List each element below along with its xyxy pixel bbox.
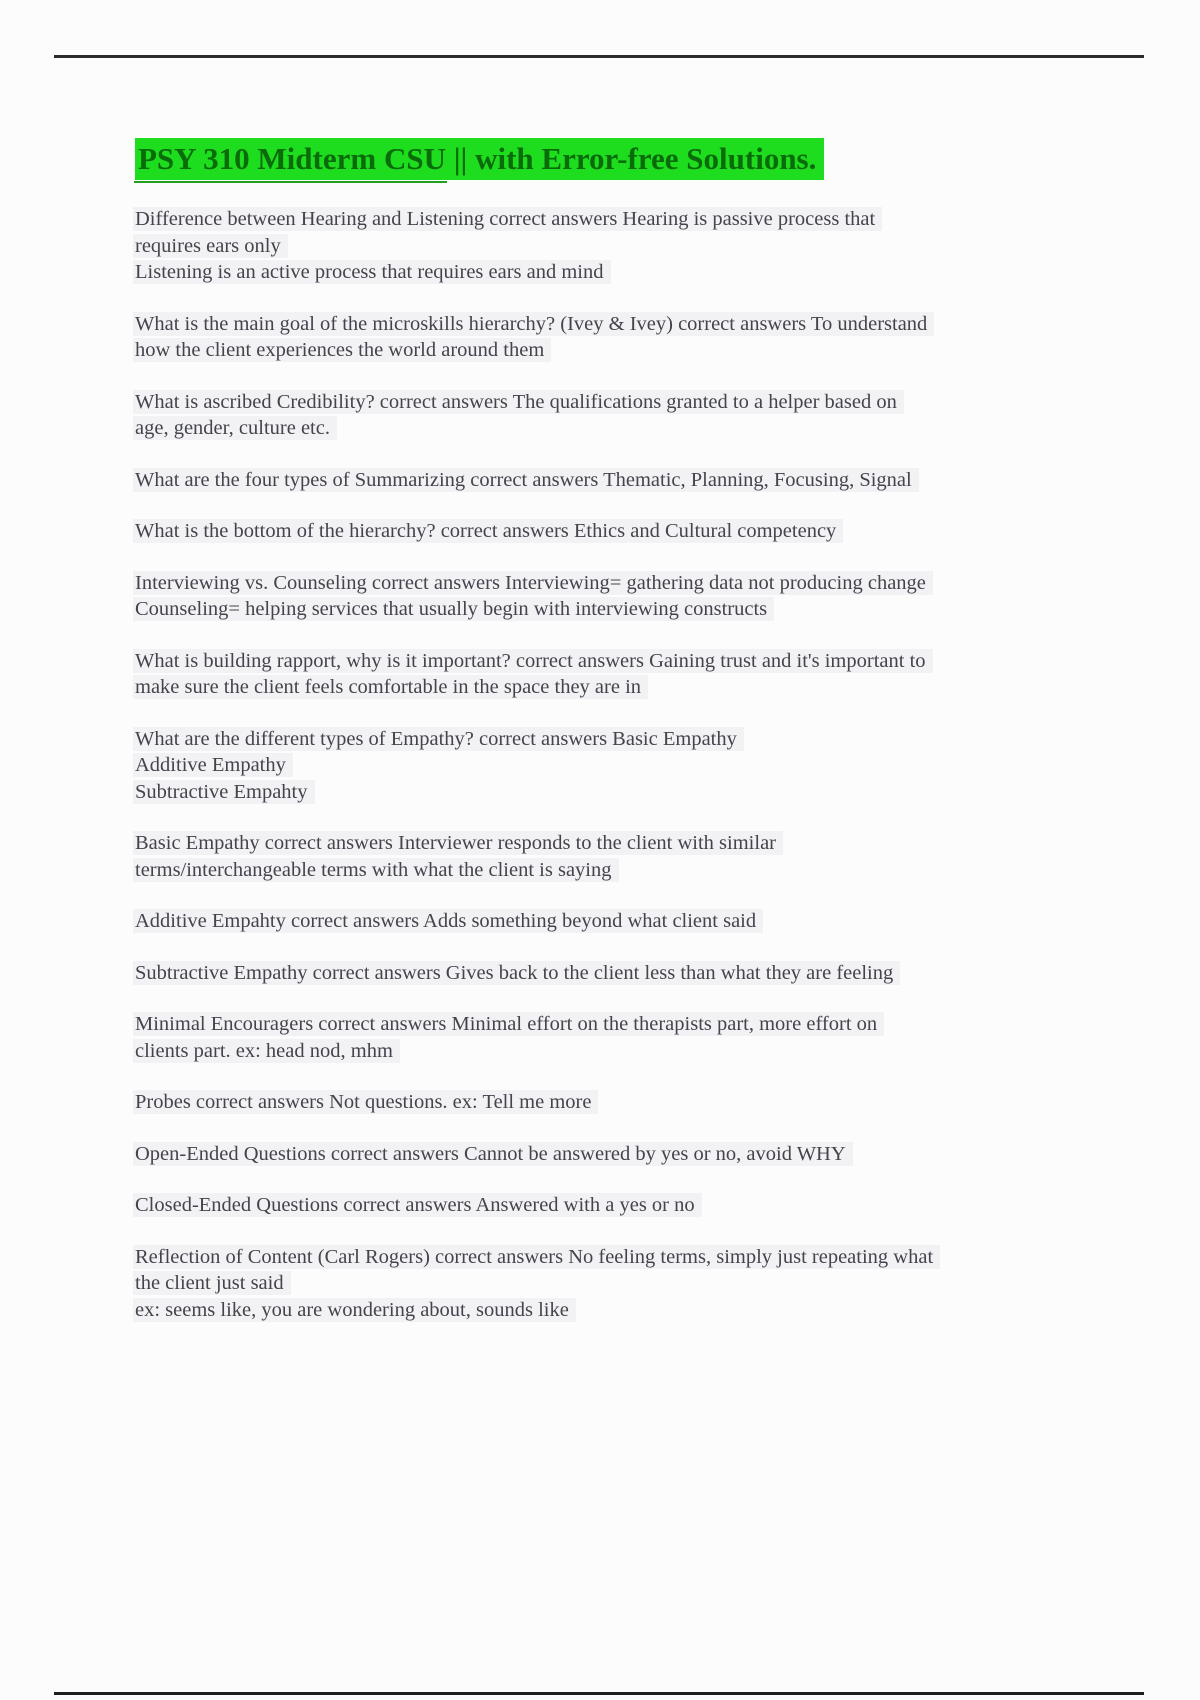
qa-line [135,389,1093,416]
qa-line [135,1244,1093,1271]
qa-paragraph [135,1011,1093,1064]
qa-line [135,206,1093,233]
qa-line [135,1192,1093,1219]
qa-text: What is the main goal of the microskills hierarchy? (Ivey & Ivey) correct answers To understand [133,312,934,336]
qa-text: Reflection of Content (Carl Rogers) correct answers No feeling terms, simply just repeating what [133,1245,940,1269]
bottom-horizontal-rule [54,1692,1144,1695]
qa-text: Subtractive Empahty [133,780,315,804]
qa-line [135,233,1093,260]
qa-line [135,518,1093,545]
qa-line [135,960,1093,987]
qa-text: the client just said [133,1271,291,1295]
qa-paragraph [135,1089,1093,1116]
qa-text: Interviewing vs. Counseling correct answers Interviewing= gathering data not producing change [133,571,933,595]
qa-paragraph [135,206,1093,286]
qa-line [135,337,1093,364]
qa-line [135,726,1093,753]
qa-paragraph [135,1192,1093,1219]
page-title [135,139,1093,179]
qa-line [135,1038,1093,1065]
qa-paragraph [135,467,1093,494]
qa-text: clients part. ex: head nod, mhm [133,1039,400,1063]
qa-text: Subtractive Empathy correct answers Gives back to the client less than what they are feeling [133,961,900,985]
qa-line [135,1297,1093,1324]
qa-line [135,648,1093,675]
qa-line [135,830,1093,857]
qa-paragraph [135,570,1093,623]
qa-paragraph [135,960,1093,987]
qa-text: What is the bottom of the hierarchy? correct answers Ethics and Cultural competency [133,519,843,543]
qa-line [135,752,1093,779]
qa-text: make sure the client feels comfortable in the space they are in [133,675,648,699]
qa-text: Additive Empahty correct answers Adds something beyond what client said [133,909,763,933]
qa-text: Counseling= helping services that usually begin with interviewing constructs [133,597,774,621]
qa-text: terms/interchangeable terms with what the client is saying [133,858,619,882]
qa-text: Additive Empathy [133,753,293,777]
qa-line [135,1011,1093,1038]
qa-line [135,259,1093,286]
qa-text: Listening is an active process that requires ears and mind [133,260,611,284]
qa-paragraph [135,908,1093,935]
qa-text: Probes correct answers Not questions. ex: Tell me more [133,1090,598,1114]
qa-paragraph [135,311,1093,364]
qa-line [135,857,1093,884]
qa-text: Open-Ended Questions correct answers Cannot be answered by yes or no, avoid WHY [133,1142,853,1166]
qa-text: Minimal Encouragers correct answers Minimal effort on the therapists part, more effort on [133,1012,884,1036]
qa-line [135,415,1093,442]
qa-line [135,674,1093,701]
qa-text: Closed-Ended Questions correct answers Answered with a yes or no [133,1193,702,1217]
qa-line [135,596,1093,623]
qa-line [135,779,1093,806]
qa-text: Difference between Hearing and Listening correct answers Hearing is passive process that [133,207,882,231]
qa-line [135,1270,1093,1297]
qa-line [135,908,1093,935]
qa-line [135,1089,1093,1116]
qa-paragraph [135,648,1093,701]
qa-paragraph [135,389,1093,442]
qa-text: Basic Empathy correct answers Interviewer responds to the client with similar [133,831,783,855]
qa-text: requires ears only [133,234,288,258]
qa-text: ex: seems like, you are wondering about, sounds like [133,1298,576,1322]
qa-paragraph [135,518,1093,545]
title-highlight: PSY 310 Midterm CSU || with Error-free Solutions. [135,138,824,180]
qa-line [135,467,1093,494]
title-underline [134,181,447,183]
qa-text: What are the different types of Empathy? correct answers Basic Empathy [133,727,744,751]
qa-line [135,1141,1093,1168]
qa-paragraph [135,1141,1093,1168]
qa-paragraph [135,726,1093,806]
qa-text: What is ascribed Credibility? correct answers The qualifications granted to a helper based on [133,390,904,414]
document-body [135,139,1093,1348]
qa-paragraph [135,830,1093,883]
qa-text: What is building rapport, why is it important? correct answers Gaining trust and it's important to [133,649,933,673]
top-horizontal-rule [54,55,1144,58]
qa-text: how the client experiences the world around them [133,338,551,362]
qa-line [135,570,1093,597]
qa-paragraph [135,1244,1093,1324]
qa-text: What are the four types of Summarizing correct answers Thematic, Planning, Focusing, Signal [133,468,919,492]
qa-text: age, gender, culture etc. [133,416,337,440]
qa-line [135,311,1093,338]
